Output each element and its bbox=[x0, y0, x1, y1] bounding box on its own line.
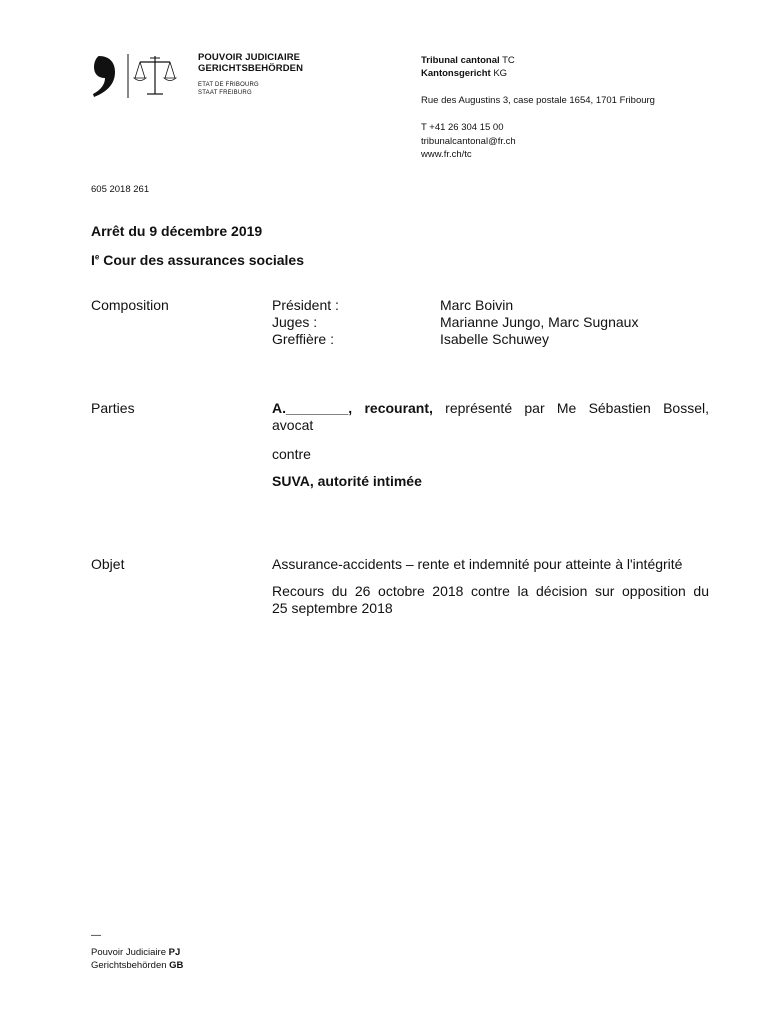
role-clerk: Greffière : bbox=[272, 331, 334, 347]
org-line-fr: POUVOIR JUDICIAIRE bbox=[198, 52, 301, 63]
court-contact bbox=[421, 121, 516, 162]
name-judges: Marianne Jungo, Marc Sugnaux bbox=[440, 314, 639, 330]
appellant-line-cont: avocat bbox=[272, 417, 314, 433]
footer-dash: — bbox=[91, 930, 101, 941]
organization-name bbox=[198, 52, 303, 74]
state-line-de: STAAT FREIBURG bbox=[198, 89, 252, 96]
versus-label: contre bbox=[272, 446, 311, 462]
footer bbox=[91, 946, 183, 972]
role-judges: Juges : bbox=[272, 314, 318, 330]
appellant-line: A.________, recourant, représenté par Me Sébastien Bossel, bbox=[272, 400, 709, 416]
email-link[interactable]: tribunalcantonal@fr.ch bbox=[421, 135, 516, 147]
court-name-fr: Tribunal cantonal TC bbox=[421, 55, 515, 66]
footer-line-fr: Pouvoir Judiciaire PJ bbox=[91, 947, 181, 958]
object-subject: Assurance-accidents – rente et indemnité pour atteinte à l'intégrité bbox=[272, 556, 683, 572]
footer-line-de: Gerichtsbehörden GB bbox=[91, 960, 184, 971]
org-line-de: GERICHTSBEHÖRDEN bbox=[198, 63, 304, 74]
parties-heading: Parties bbox=[91, 400, 135, 416]
judgment-title: Arrêt du 9 décembre 2019 bbox=[91, 223, 263, 239]
object-heading: Objet bbox=[91, 556, 125, 572]
court-name-de: Kantonsgericht KG bbox=[421, 68, 508, 79]
appellant-paragraph bbox=[272, 400, 709, 434]
judiciary-logo-icon bbox=[91, 52, 186, 100]
state-name bbox=[198, 82, 259, 97]
case-reference: 605 2018 261 bbox=[91, 184, 150, 195]
composition-heading: Composition bbox=[91, 297, 169, 313]
website-link[interactable]: www.fr.ch/tc bbox=[421, 149, 472, 160]
court-address: Rue des Augustins 3, case postale 1654, 1701 Fribourg bbox=[421, 95, 655, 106]
chamber-title: Ie Cour des assurances sociales bbox=[91, 252, 305, 268]
name-president: Marc Boivin bbox=[440, 297, 514, 313]
name-clerk: Isabelle Schuwey bbox=[440, 331, 549, 347]
object-appeal-line2: 25 septembre 2018 bbox=[272, 600, 393, 616]
object-appeal-line1: Recours du 26 octobre 2018 contre la décision sur opposition du bbox=[272, 583, 709, 599]
role-president: Président : bbox=[272, 297, 339, 313]
phone: T +41 26 304 15 00 bbox=[421, 122, 504, 133]
object-appeal bbox=[272, 583, 709, 617]
court-name bbox=[421, 54, 515, 80]
state-line-fr: ETAT DE FRIBOURG bbox=[198, 82, 259, 88]
respondent: SUVA, autorité intimée bbox=[272, 473, 422, 489]
